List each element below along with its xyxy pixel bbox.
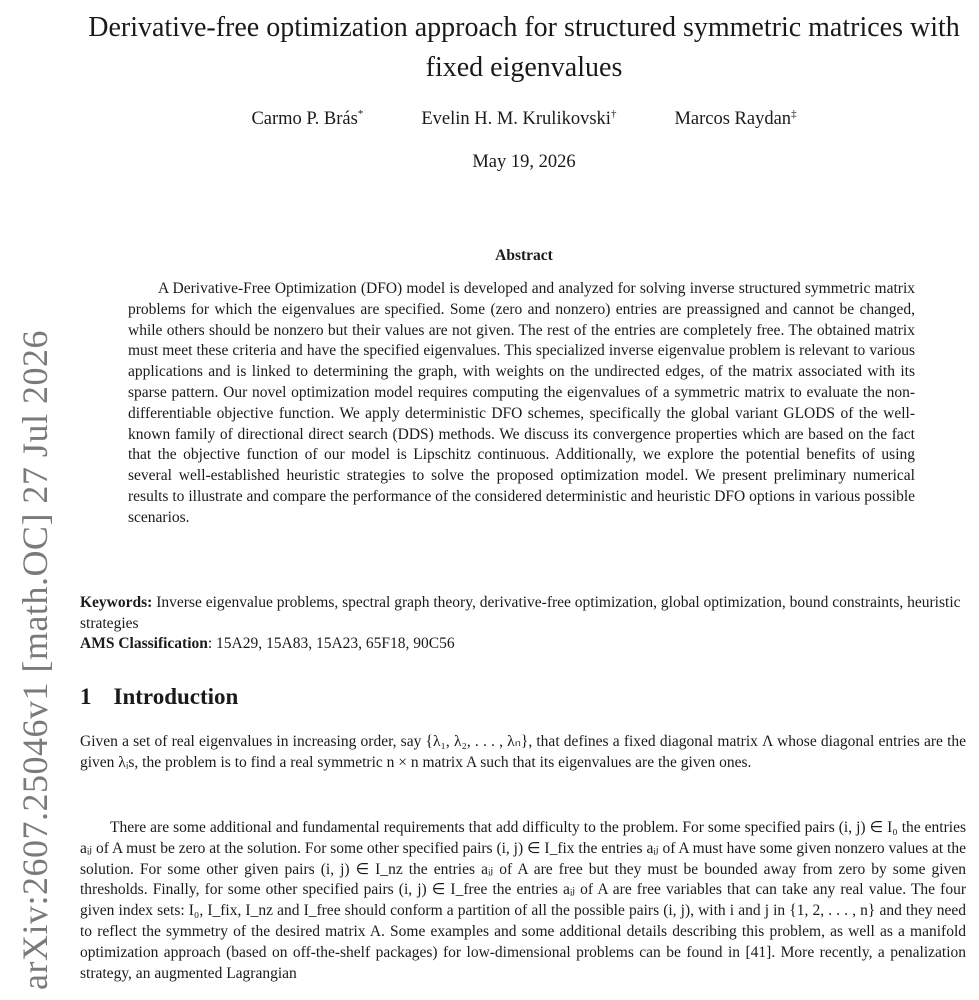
section-number: 1 (80, 684, 92, 709)
abstract-heading: Abstract (495, 247, 553, 264)
keywords-text: Inverse eigenvalue problems, spectral graph theory, derivative-free optimization, global optimization, bound constraints, heuristic strategies (80, 594, 961, 632)
intro-paragraph: Given a set of real eigenvalues in increasing order, say {λ₁, λ₂, . . . , λₙ}, that defines a fixed diagonal matrix Λ whose diagonal entries are the given λᵢs, the problem is to find a real symmetric n × n matrix A such that its eigenvalues are the given ones. (80, 733, 966, 771)
ams-text: : 15A29, 15A83, 15A23, 65F18, 90C56 (207, 635, 455, 652)
intro-paragraph: There are some additional and fundamental requirements that add difficulty to the problem. For some specified pairs (i, j) ∈ I₀ the entries aᵢⱼ of A must be zero at the solution. For some other specified pairs (i, j) ∈ I_fix the entries aᵢⱼ of A must have some given nonzero values at the solution. For some other given pairs (i, j) ∈ I_nz the entries aᵢⱼ of A are free but they must be bounded away from zero by some given thresholds. Finally, for some other specified pairs (i, j) ∈ I_free the entries aᵢⱼ of A are free variables that can take any real value. The four given index sets: I₀, I_fix, I_nz and I_free should conform a partition of all the possible pairs (i, j), with i and j in {1, 2, . . . , n} and they need to reflect the symmetry of the desired matrix A. Some examples and some additional details describing this problem, as well as a manifold optimization approach (based on off-the-shelf packages) for low-dimensional problems can be found in [41]. More recently, a penalization strategy, an augmented Lagrangian (80, 819, 966, 982)
ams-label: AMS Classification (80, 635, 208, 652)
paper-title: Derivative-free optimization approach for structured symmetric matrices with fixed eigenvalues (88, 12, 960, 83)
author-list (76, 108, 972, 130)
keywords (80, 593, 966, 634)
section-title: Introduction (113, 684, 239, 709)
author: Marcos Raydan‡ (674, 108, 797, 130)
abstract-text: A Derivative-Free Optimization (DFO) model is developed and analyzed for solving inverse structured symmetric matrix problems for which the eigenvalues are specified. Some (zero and nonzero) entries are preassigned and cannot be changed, while others should be nonzero but their values are not given. The rest of the entries are completely free. The obtained matrix must meet these criteria and have the specified eigenvalues. This specialized inverse eigenvalue problem is relevant to various applications and is linked to determining the graph, with weights on the undirected edges, of the matrix associated with its sparse pattern. Our novel optimization model requires computing the eigenvalues of a symmetric matrix to evaluate the non-differentiable objective function. We apply deterministic DFO schemes, specifically the global variant GLODS of the well-known family of directional direct search (DDS) methods. We discuss its convergence properties which are based on the fact that the objective function of our model is Lipschitz continuous. Additionally, we explore the potential benefits of using several well-established heuristic strategies to solve the proposed optimization model. We present preliminary numerical results to illustrate and compare the performance of the considered deterministic and heuristic DFO options in various possible scenarios. (128, 280, 915, 526)
ams-classification (80, 634, 966, 655)
keywords-label: Keywords: (80, 594, 153, 611)
section-heading (80, 684, 238, 710)
author: Evelin H. M. Krulikovski† (421, 108, 617, 130)
arxiv-stamp: arXiv:2607.25046v1 [math.OC] 27 Jul 2026 (15, 330, 55, 990)
paper-date: May 19, 2026 (472, 152, 576, 172)
author: Carmo P. Brás* (251, 108, 364, 130)
